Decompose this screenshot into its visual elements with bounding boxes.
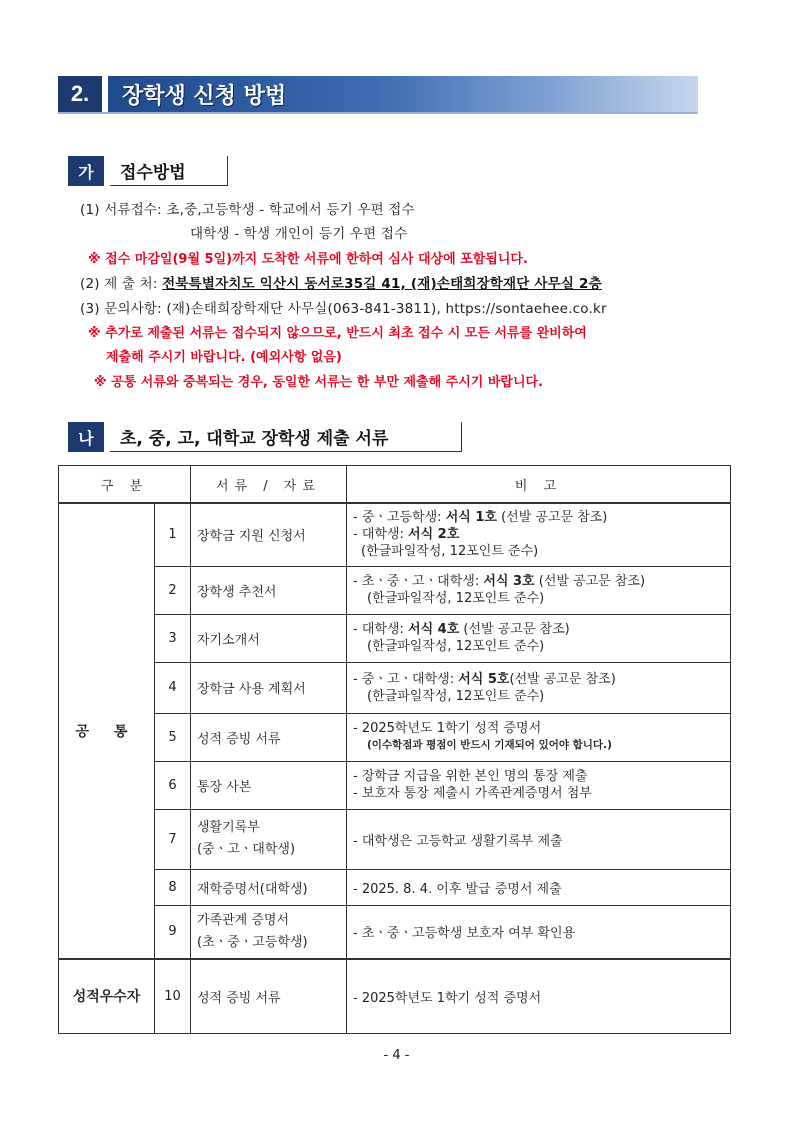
documents-table xyxy=(58,465,731,1034)
method-note-deadline: ※ 접수 마감일(9월 5일)까지 도착한 서류에 한하여 심사 대상에 포함됩니다. xyxy=(88,252,528,267)
remark-text: (선발 공고문 참조) xyxy=(509,671,616,687)
row-num: 9 xyxy=(155,905,191,959)
row-doc: 재학증명서(대학생) xyxy=(191,869,347,905)
table-row xyxy=(59,761,731,809)
header-document: 서류 / 자료 xyxy=(191,466,347,504)
row-num: 4 xyxy=(155,662,191,713)
page-number: - 4 - xyxy=(383,1048,410,1063)
table-row xyxy=(59,905,731,959)
remark-text: - 중ㆍ고등학생: xyxy=(353,510,446,526)
form-number: 서식 3호 xyxy=(483,574,535,589)
row-remark: - 2025학년도 1학기 성적 증명서 xyxy=(347,959,731,1033)
remark-text: - 장학금 지급을 위한 본인 명의 통장 제출 xyxy=(353,769,588,784)
doc-text: 생활기록부 xyxy=(197,820,260,835)
row-doc: 자기소개서 xyxy=(191,614,347,662)
form-number: 서식 5호 xyxy=(458,671,510,687)
remark-text: - 초ㆍ중ㆍ고ㆍ대학생: xyxy=(353,574,484,589)
group-excellent: 성적우수자 xyxy=(59,959,155,1033)
row-doc: 장학금 지원 신청서 xyxy=(191,503,347,566)
table-row xyxy=(59,503,731,566)
row-remark xyxy=(347,713,731,761)
row-doc: 장학금 사용 계획서 xyxy=(191,662,347,713)
row-num: 2 xyxy=(155,566,191,614)
remark-text: - 대학생: xyxy=(353,527,409,543)
method-line-contact: (3) 문의사항: (재)손태희장학재단 사무실(063-841-3811), https://sontaehee.co.kr xyxy=(80,301,607,317)
remark-text: (한글파일작성, 12포인트 준수) xyxy=(367,639,545,654)
subsection-b-tag: 나 xyxy=(68,422,104,452)
section-divider xyxy=(58,112,698,114)
table-row xyxy=(59,809,731,869)
row-remark: - 대학생은 고등학교 생활기록부 제출 xyxy=(347,809,731,869)
method-line-address xyxy=(80,272,602,292)
row-doc: 장학생 추천서 xyxy=(191,566,347,614)
method-note-duplicate: ※ 공통 서류와 중복되는 경우, 동일한 서류는 한 부만 제출해 주시기 바랍니다. xyxy=(94,375,544,390)
doc-text: 가족관계 증명서 xyxy=(197,912,290,928)
row-num: 1 xyxy=(155,503,191,566)
remark-text: (한글파일작성, 12포인트 준수) xyxy=(367,688,545,704)
row-num: 8 xyxy=(155,869,191,905)
row-doc xyxy=(191,905,347,959)
remark-text: (선발 공고문 참조) xyxy=(459,622,570,637)
remark-text: (선발 공고문 참조) xyxy=(496,510,608,526)
row-remark xyxy=(347,761,731,809)
subsection-a-tag: 가 xyxy=(68,156,104,186)
method-line-1: (1) 서류접수: 초,중,고등학생 - 학교에서 등기 우편 접수 xyxy=(80,202,415,218)
table-row xyxy=(59,662,731,713)
table-row xyxy=(59,614,731,662)
row-num: 10 xyxy=(155,959,191,1033)
remark-text: (선발 공고문 참조) xyxy=(534,574,646,589)
row-num: 3 xyxy=(155,614,191,662)
row-remark: - 2025. 8. 4. 이후 발급 증명서 제출 xyxy=(347,869,731,905)
remark-text: (한글파일작성, 12포인트 준수) xyxy=(361,544,539,560)
table-row xyxy=(59,869,731,905)
row-remark xyxy=(347,614,731,662)
row-num: 7 xyxy=(155,809,191,869)
section-number: 2. xyxy=(58,76,102,112)
table-row xyxy=(59,959,731,1033)
row-remark xyxy=(347,662,731,713)
address-label: (2) 제 출 처: xyxy=(80,276,163,292)
method-line-2: 대학생 - 학생 개인이 등기 우편 접수 xyxy=(190,226,408,242)
row-doc: 통장 사본 xyxy=(191,761,347,809)
method-note-additional-2: 제출해 주시기 바랍니다. (예외사항 없음) xyxy=(106,350,342,365)
form-number: 서식 2호 xyxy=(408,527,460,543)
row-doc: 성적 증빙 서류 xyxy=(191,959,347,1033)
remark-text: - 보호자 통장 제출시 가족관계증명서 첨부 xyxy=(353,786,592,801)
remark-text: - 2025학년도 1학기 성적 증명서 xyxy=(353,721,542,736)
table-row xyxy=(59,713,731,761)
table-header-row xyxy=(59,466,731,504)
form-number: 서식 4호 xyxy=(408,622,460,637)
remark-text: - 중ㆍ고ㆍ대학생: xyxy=(353,671,459,687)
table-row xyxy=(59,566,731,614)
header-category: 구 분 xyxy=(59,466,191,504)
address-value: 전북특별자치도 익산시 동서로35길 41, (재)손태희장학재단 사무실 2층 xyxy=(162,276,602,292)
doc-text: (초ㆍ중ㆍ고등학생) xyxy=(197,934,308,950)
header-remark: 비 고 xyxy=(347,466,731,504)
row-num: 5 xyxy=(155,713,191,761)
remark-text: - 대학생: xyxy=(353,622,409,637)
row-remark xyxy=(347,503,731,566)
row-remark xyxy=(347,566,731,614)
group-common: 공 통 xyxy=(59,503,155,959)
remark-emphasis: (이수학점과 평점이 반드시 기재되어 있어야 합니다.) xyxy=(367,739,612,751)
row-num: 6 xyxy=(155,761,191,809)
doc-text: (중ㆍ고ㆍ대학생) xyxy=(197,842,296,857)
row-doc xyxy=(191,809,347,869)
method-note-additional: ※ 추가로 제출된 서류는 접수되지 않으므로, 반드시 최초 접수 시 모든 서류를 완비하여 xyxy=(88,326,587,341)
form-number: 서식 1호 xyxy=(445,510,497,526)
section-title: 장학생 신청 방법 xyxy=(108,76,698,112)
subsection-a-title: 접수방법 xyxy=(110,156,228,186)
subsection-b-title: 초, 중, 고, 대학교 장학생 제출 서류 xyxy=(110,422,462,452)
remark-text: (한글파일작성, 12포인트 준수) xyxy=(367,591,545,606)
row-remark: - 초ㆍ중ㆍ고등학생 보호자 여부 확인용 xyxy=(347,905,731,959)
row-doc: 성적 증빙 서류 xyxy=(191,713,347,761)
